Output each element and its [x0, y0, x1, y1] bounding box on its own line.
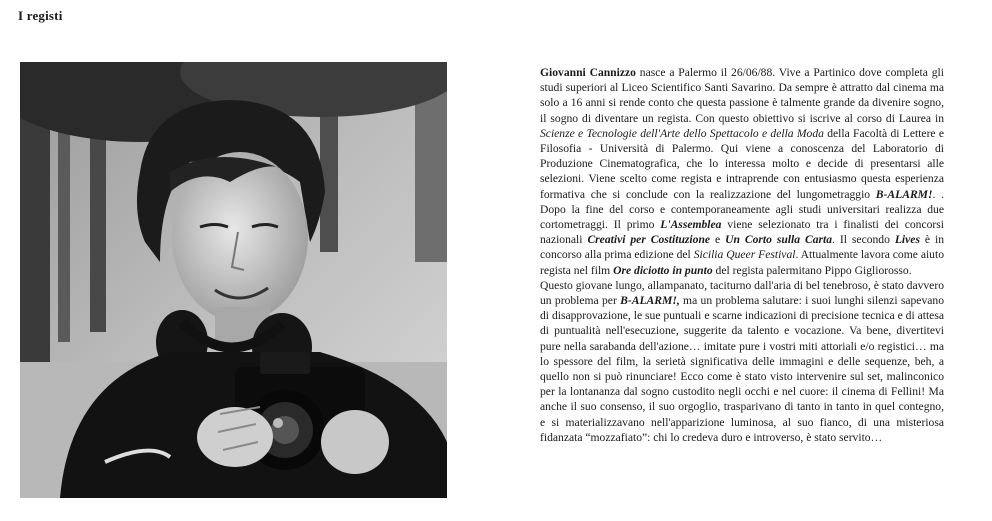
text-run: ma un problema salutare: i suoi lunghi silenzi sapevano di disapprovazione, le sue puntuali e scarne indicazioni di precisione tecnica e di attesa di puntualità nell'esecuzione, suggerite da talento e vocazione. Va bene, divertitevi pure nella sarabanda dell'azione… imitate pure i vostri miti attoriali e/o registici… ma lo spessore del film, la serietà significativa delle immagini e delle sequenze, beh, a quello non si può rinunciare! Ecco come è stato visto intervenire sul set, malinconico per la lontananza dal sogno custodito negli occhi e nel cuore: il cinema di Fellini! Ma anche il suo consenso, il suo orgoglio, trasparivano di tanto in tanto in quel contegno, e si materializzavano nell'apparizione luminosa, al suo fianco, di una misteriosa fidanzata “mozzafiato”: chi lo credeva duro e introverso, è stato servito… [540, 294, 944, 444]
photo-of-director-with-camera [20, 62, 447, 498]
text-run: viene selezionato tra i finalisti dei concorsi nazionali [540, 218, 944, 247]
photo-icon [20, 62, 447, 498]
text-run: e [710, 233, 726, 247]
text-run: del regista palermitano Pippo Gigliorosso. [712, 263, 912, 277]
text-run: . . Dopo la fine del corso e contemporaneamente agli studi universitari realizza due cortometraggi. Il primo [540, 187, 944, 232]
text-run: Scienze e Tecnologie dell'Arte dello Spettacolo e della Moda [540, 126, 824, 140]
text-run: L'Assemblea [660, 218, 722, 232]
page-title: I registi [18, 8, 63, 23]
text-run: Giovanni Cannizzo [540, 66, 636, 79]
director-biography [540, 65, 944, 445]
text-run: è in concorso alla prima edizione del [540, 233, 944, 262]
text-run: Sicilia Queer Festival [693, 248, 796, 262]
text-run: Lives [894, 233, 920, 247]
text-run: B-ALARM! [875, 187, 933, 201]
text-run: . Il secondo [832, 233, 895, 247]
text-run: Questo giovane lungo, allampanato, taciturno dall'aria di bel tenebroso, è stato davvero un problema per [540, 278, 944, 308]
text-run: B-ALARM!, [620, 294, 680, 308]
biography-paragraph-1 [540, 65, 944, 278]
text-run: Un Corto sulla Carta [725, 233, 833, 247]
text-run: nasce a Palermo il 26/06/88. Vive a Partinico dove completa gli studi superiori al Liceo Scientifico Santi Savarino. Da sempre è attratto dal cinema ma solo a 16 anni si rende conto che questa passione è talmente grande da divenire sogno, il sogno di diventare un regista. Con questo obiettivo si iscrive al corso di Laurea in [540, 66, 944, 125]
text-run: Creativi per Costituzione [587, 233, 711, 247]
text-run: . Attualmente lavora come aiuto regista nel film [540, 248, 944, 277]
text-run: Ore diciotto in punto [613, 263, 713, 277]
text-run: della Facoltà di Lettere e Filosofia - Università di Palermo. Qui viene a conoscenza del Laboratorio di Produzione Cinematografica, che lo interessa molto e decide di presentarsi alle selezioni. Viene scelto come regista e intraprende con entusiasmo questa esperienza formativa che si conclude con la realizzazione del lungometraggio [540, 126, 945, 201]
biography-paragraph-2 [540, 278, 944, 445]
